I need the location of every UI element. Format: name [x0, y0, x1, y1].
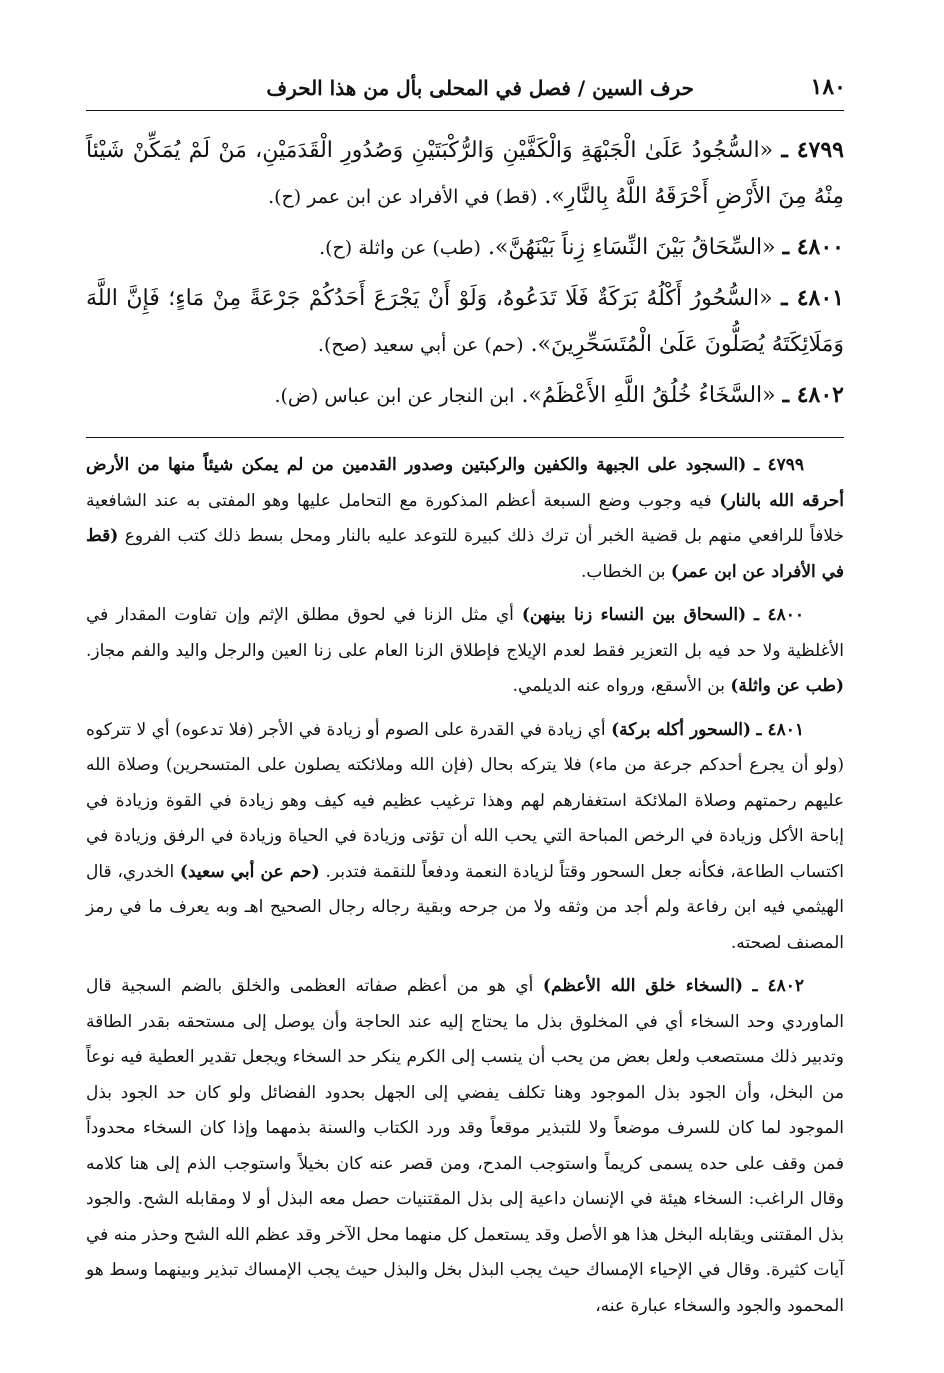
- commentary-lead: (السحور أكله بركة): [611, 719, 752, 740]
- commentary-number: ٤٧٩٩ ـ: [754, 455, 805, 475]
- running-head: حرف السين / فصل في المحلى بأل من هذا الحرف: [266, 76, 694, 100]
- hadith-4799: [86, 127, 844, 220]
- commentary-number: ٤٨٠٢ ـ: [752, 976, 805, 996]
- commentary-body: أي زيادة في القدرة على الصوم أو زيادة في الأجر (فلا تدعوه) أي لا تتركوه (ولو أن يجرع أحدكم جرعة من ماء) فلا يتركه بحال (فإن الله وملائكته يصلون على المتسحرين) وصلاة الله عليهم رحمتهم وصلاة الملائكة استغفارهم لهم وهذا ترغيب عظيم فيه كيف وهو زيادة في القوة وزيادة في إباحة الأكل وزيادة في الرخص المباحة التي يحب الله أن تؤتى وزيادة في الحياة وزيادة في الرفق وزيادة في اكتساب الطاعة، فكأنه جعل السحور وقتاً لزيادة النعمة ودفعاً للنقمة فتدبر.: [86, 719, 845, 882]
- commentary-body: فيه وجوب وضع السبعة أعظم المذكورة مع التحامل عليها وهو المفتى به عند الشافعية خلافاً للرافعي منهم بل قضية الخبر أن ترك ذلك كبيرة للتوعد عليه بالنار ومحل بسط ذلك كتب الفروع: [86, 490, 845, 546]
- hadith-source: (حم) عن أبي سعيد (صح).: [317, 334, 524, 356]
- hadith-source: ابن النجار عن ابن عباس (ض).: [274, 385, 515, 407]
- commentary-4800: [86, 598, 844, 705]
- commentary-lead: (السحاق بين النساء زنا بينهن): [521, 605, 747, 625]
- commentary-tail: الخدري، قال الهيثمي فيه ابن رفاعة ولم أجد من وثقه ولا من جرحه وبقية رجاله رجال الصحيح اهـ وبه يعرف ما في رمز المصنف لصحته.: [86, 861, 844, 953]
- commentary-section: [86, 448, 844, 1324]
- commentary-number: ٤٨٠١ ـ: [756, 719, 805, 740]
- hadith-number: ٤٧٩٩ ـ: [781, 137, 844, 163]
- hadith-text-section: [86, 125, 844, 419]
- commentary-body: أي مثل الزنا في لحوق مطلق الإثم وإن تفاوت المقدار في الأغلظية ولا حد فيه بل التعزير فقط لعدم الإيلاج فإطلاق الزنا العام على زنا العين والرجل واليد والفم مجاز.: [86, 605, 844, 661]
- hadith-number: ٤٨٠٠ ـ: [782, 234, 844, 260]
- hadith-number: ٤٨٠٢ ـ: [782, 382, 844, 408]
- commentary-number: ٤٨٠٠ ـ: [754, 605, 804, 625]
- commentary-source: (حم عن أبي سعيد): [179, 861, 320, 882]
- commentary-4801: [86, 713, 844, 962]
- commentary-tail: بن الأسقع، ورواه عنه الديلمي.: [512, 676, 725, 696]
- commentary-4799: [86, 448, 844, 590]
- hadith-4801: [86, 275, 844, 368]
- section-divider: [86, 437, 844, 438]
- hadith-matn: «السِّحَاقُ بَيْنَ النِّسَاءِ زِناً بَيْنَهُنَّ».: [487, 235, 776, 260]
- commentary-lead: (السخاء خلق الله الأعظم): [542, 976, 743, 996]
- commentary-lead: (السجود على الجبهة والكفين والركبتين وصدور القدمين من لم يمكن شيئاً منها من الأرض أحرقه الله بالنار): [86, 455, 844, 511]
- hadith-4800: [86, 224, 844, 271]
- hadith-number: ٤٨٠١ ـ: [781, 285, 844, 311]
- commentary-tail: بن الخطاب.: [581, 561, 666, 582]
- hadith-matn: «السُّحُورُ أَكْلُهُ بَرَكَةٌ فَلَا تَدَعُوهُ، وَلَوْ أَنْ يَجْرَعَ أَحَدُكُمْ جَرْعَةً مِنْ مَاءٍ؛ فَإِنَّ اللَّهَ وَمَلَائِكَتَهُ يُصَلُّونَ عَلَىٰ الْمُتَسَحِّرِينَ».: [86, 286, 844, 357]
- commentary-source: (طب عن واثلة): [730, 676, 844, 696]
- page-header: [86, 72, 844, 111]
- hadith-4802: [86, 372, 844, 419]
- commentary-source: (قط في الأفراد عن ابن عمر): [86, 526, 844, 582]
- hadith-matn: «السُّجُودُ عَلَىٰ الْجَبْهَةِ وَالْكَفَّيْنِ وَالرُّكْبَتَيْنِ وَصُدُورِ الْقَدَمَيْنِ، مَنْ لَمْ يُمَكِّنْ شَيْئاً مِنْهُ مِنَ الأَرْضِ أَحْرَقَهُ اللَّهُ بِالنَّارِ».: [86, 138, 844, 209]
- hadith-matn: «السَّخَاءُ خُلُقُ اللَّهِ الأَعْظَمُ».: [521, 383, 776, 408]
- page-number: ١٨٠: [810, 74, 846, 100]
- hadith-source: (قط) في الأفراد عن ابن عمر (ح).: [268, 186, 538, 208]
- hadith-source: (طب) عن واثلة (ح).: [319, 237, 481, 259]
- commentary-4802: [86, 969, 844, 1324]
- commentary-body: أي هو من أعظم صفاته العظمى والخلق بالضم السجية قال الماوردي وحد السخاء أي في المخلوق بذل ما يحتاج إليه عند الحاجة وأن يوصل إلى مستحقه بقدر الطاقة وتدبير ذلك مستصعب ولعل بعض من يحب أن ينسب إلى الكرم ينكر حد السخاء ويجعل تقدير العطية فيه نوعاً من البخل، وأن الجود بذل الموجود وهنا تكلف يفضي إلى الجهل بحدود الفضائل ولو كان حد الجود بذل الموجود لما كان للسرف موضعاً ولا للتبذير موقعاً وقد ورد الكتاب والسنة بذمهما وإذا كان السخاء محدوداً فمن وقف على حده يسمى كريماً واستوجب المدح، ومن قصر عنه كان بخيلاً واستوجب الذم إلى هنا كلامه وقال الراغب: السخاء هيئة في الإنسان داعية إلى بذل المقتنيات حصل معه البذل أو لا ومقابله الشح. والجود بذل المقتنى ويقابله البخل هذا هو الأصل وقد يستعمل كل منهما محل الآخر وقد عظم الله الشح وحذر منه في آيات كثيرة. وقال في الإحياء الإمساك حيث يجب البذل بخل والبذل حيث يجب الإمساك تبذير وبينهما وسط هو المحمود والجود والسخاء عبارة عنه،: [86, 976, 845, 1316]
